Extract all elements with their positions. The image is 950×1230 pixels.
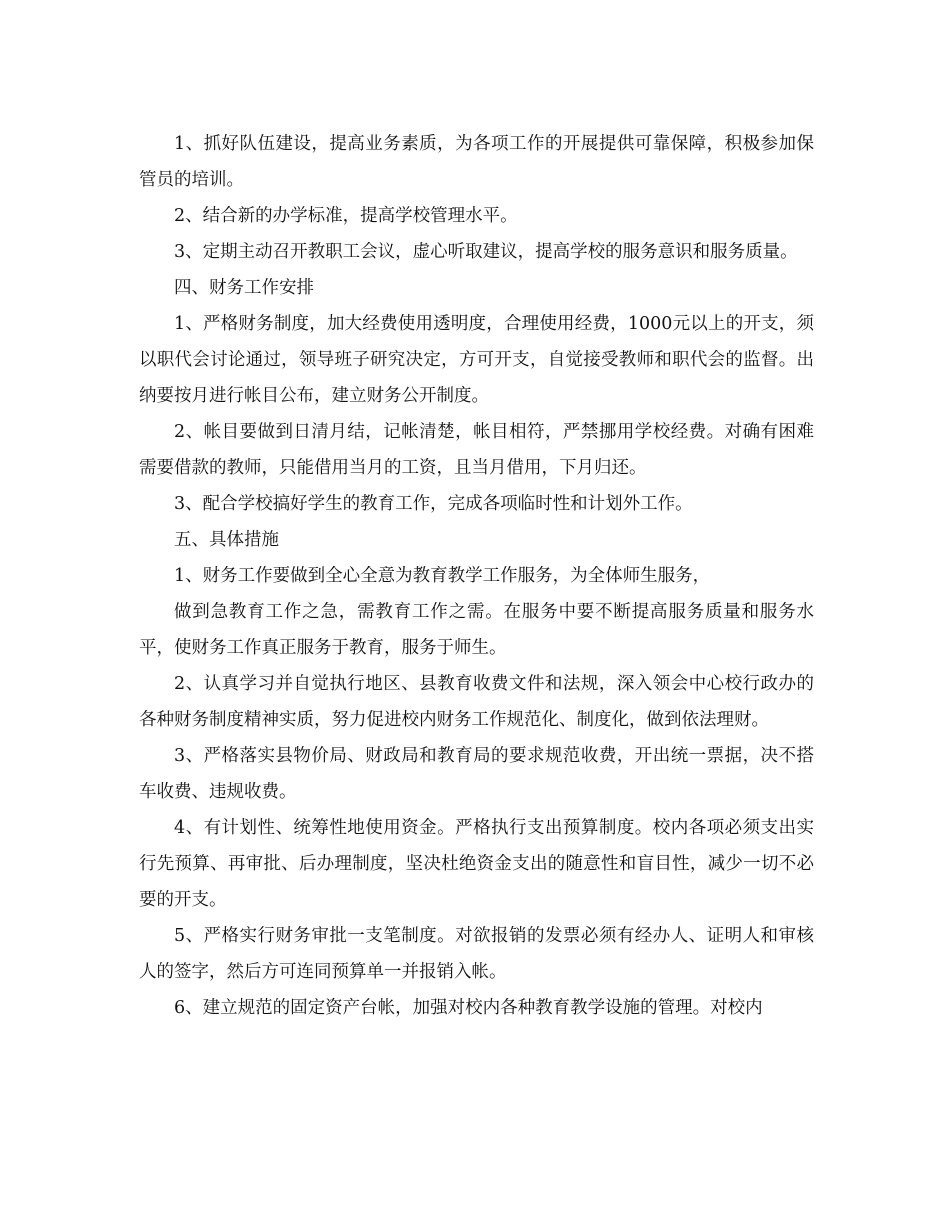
paragraph-7: 3、配合学校搞好学生的教育工作，完成各项临时性和计划外工作。: [174, 494, 693, 514]
paragraph-9: 1、财务工作要做到全心全意为教育教学工作服务，为全体师生服务，: [174, 566, 711, 586]
paragraph-1: 1、抓好队伍建设，提高业务素质，为各项工作的开展提供可靠保障，积极参加保管员的培训。: [139, 134, 814, 190]
paragraph-12: 3、严格落实县物价局、财政局和教育局的要求规范收费，开出统一票据，决不搭车收费、违规收费。: [139, 746, 814, 802]
paragraph-15: 6、建立规范的固定资产台帐，加强对校内各种教育教学设施的管理。对校内: [174, 998, 763, 1018]
paragraph-13: 4、有计划性、统筹性地使用资金。严格执行支出预算制度。校内各项必须支出实行先预算、再审批、后办理制度，坚决杜绝资金支出的随意性和盲目性，减少一切不必要的开支。: [139, 818, 814, 910]
paragraph-3: 3、定期主动召开教职工会议，虚心听取建议，提高学校的服务意识和服务质量。: [174, 242, 798, 262]
section-heading-4: 四、财务工作安排: [174, 278, 314, 298]
document-body: [139, 126, 814, 1026]
paragraph-2: 2、结合新的办学标准，提高学校管理水平。: [174, 206, 518, 226]
paragraph-5: 1、严格财务制度，加大经费使用透明度，合理使用经费，1000元以上的开支，须以职代会讨论通过，领导班子研究决定，方可开支，自觉接受教师和职代会的监督。出纳要按月进行帐目公布，建立财务公开制度。: [139, 314, 814, 406]
paragraph-6: 2、帐目要做到日清月结，记帐清楚，帐目相符，严禁挪用学校经费。对确有困难需要借款的教师，只能借用当月的工资，且当月借用，下月归还。: [139, 422, 814, 478]
section-heading-5: 五、具体措施: [174, 530, 279, 550]
paragraph-10: 做到急教育工作之急，需教育工作之需。在服务中要不断提高服务质量和服务水平，使财务工作真正服务于教育，服务于师生。: [139, 602, 814, 658]
paragraph-14: 5、严格实行财务审批一支笔制度。对欲报销的发票必须有经办人、证明人和审核人的签字，然后方可连同预算单一并报销入帐。: [139, 926, 814, 982]
paragraph-11: 2、认真学习并自觉执行地区、县教育收费文件和法规，深入领会中心校行政办的各种财务制度精神实质，努力促进校内财务工作规范化、制度化，做到依法理财。: [139, 674, 814, 730]
